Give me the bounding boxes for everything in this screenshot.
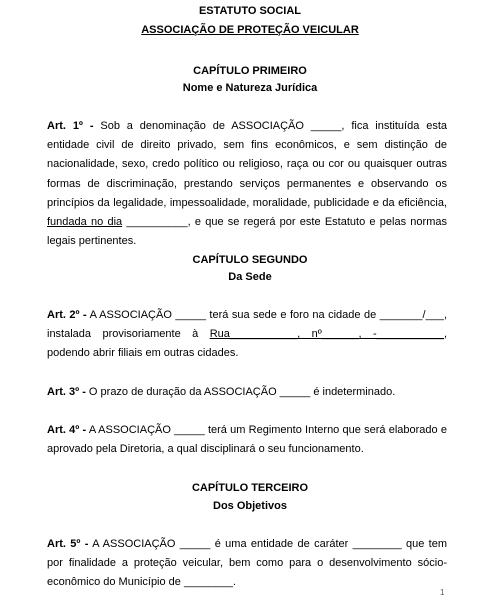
article-5-text: A ASSOCIAÇÃO _____ é uma entidade de caráter ________ que tem por finalidade a proteção veicular, bem como para o desenvolvimento sócio-econômico do Município de ________.: [47, 538, 447, 589]
article-1-text-end: __________, e que se regerá por este Estatuto e pelas normas legais pertinentes.: [47, 216, 447, 248]
article-1-text: Sob a denominação de ASSOCIAÇÃO _____, fica instituída esta entidade civil de direito privado, sem fins econômicos, e sem distinção de nacionalidade, sexo, credo político ou religioso, raça ou cor ou quaisquer outras formas de discriminação, prestando serviços permanentes e observando os princípios da legalidade, impessoalidade, moralidade, publicidade e da eficiência,: [47, 120, 447, 209]
document-title: ESTATUTO SOCIAL: [198, 5, 302, 17]
article-2-underlined: Rua___________, nº______, -___________: [209, 328, 444, 341]
article-3-label: Art. 3º -: [47, 386, 86, 398]
chapter-3-subtitle: Dos Objetivos: [213, 500, 287, 512]
article-4-label: Art. 4º -: [47, 424, 87, 436]
chapter-2-title: CAPÍTULO SEGUNDO: [192, 254, 308, 266]
article-1-label: Art. 1º -: [47, 120, 94, 132]
article-5-label: Art. 5º -: [47, 538, 89, 550]
article-3: [47, 383, 447, 402]
chapter-3-title: CAPÍTULO TERCEIRO: [191, 482, 309, 494]
article-2-label: Art. 2º -: [47, 309, 87, 321]
article-1: [47, 117, 447, 251]
chapter-1-title: CAPÍTULO PRIMEIRO: [193, 65, 307, 77]
article-4: [47, 421, 447, 459]
document-subtitle: ASSOCIAÇÃO DE PROTEÇÃO VEICULAR: [141, 24, 359, 36]
article-3-text: O prazo de duração da ASSOCIAÇÃO _____ é indeterminado.: [88, 386, 396, 398]
page-number: 1: [440, 588, 445, 597]
chapter-2-subtitle: Da Sede: [228, 271, 272, 283]
article-2-text: A ASSOCIAÇÃO _____ terá sua sede e foro na cidade de _______/___, instalada provisoriamente à: [47, 309, 448, 341]
chapter-1-subtitle: Nome e Natureza Jurídica: [182, 82, 318, 94]
article-4-text: A ASSOCIAÇÃO _____ terá um Regimento Interno que será elaborado e aprovado pela Diretoria, a qual disciplinará o seu funcionamento.: [47, 424, 448, 456]
article-5: [47, 535, 447, 593]
article-2-text-end: , podendo abrir filiais em outras cidades.: [47, 328, 448, 360]
article-2: [47, 306, 447, 364]
article-1-underlined: fundada no dia: [47, 216, 123, 229]
